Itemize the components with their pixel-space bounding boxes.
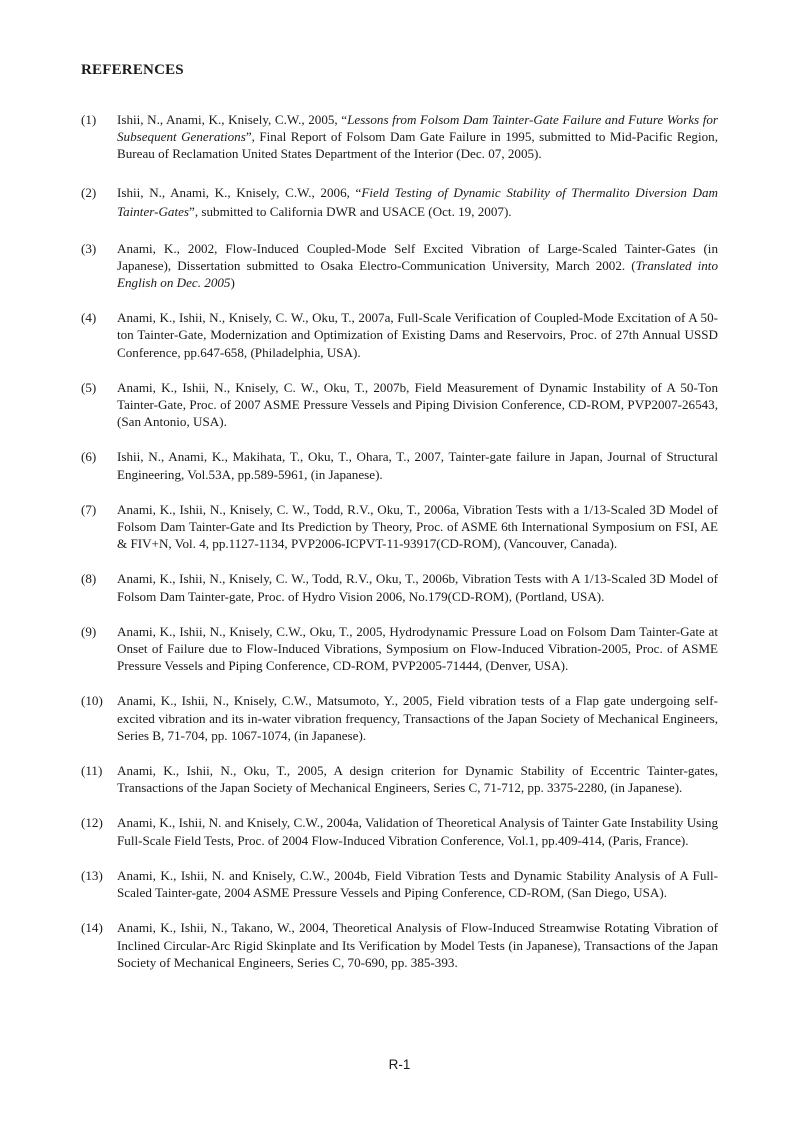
reference-text-part: Anami, K., Ishii, N. and Knisely, C.W., 2004a, Validation of Theoretical Analysis of Tainter Gate Instability Using Full-Scale Field Tests, Proc. of 2004 Flow-Induced Vibration Conference, Vol.1, pp.409-414, (Paris, France). (117, 815, 718, 848)
reference-number: (3) (81, 240, 97, 256)
reference-text (117, 380, 718, 429)
reference-item (81, 448, 718, 482)
reference-text (117, 920, 718, 969)
reference-number: (4) (81, 310, 97, 326)
reference-number: (7) (81, 501, 97, 517)
reference-number: (1) (81, 112, 97, 127)
reference-text-part: Anami, K., Ishii, N., Knisely, C. W., Todd, R.V., Oku, T., 2006b, Vibration Tests with A 1/13-Scaled 3D Model of Folsom Dam Tainter-gate, Proc. of Hydro Vision 2006, No.179(CD-ROM), (Portland, USA). (117, 571, 718, 604)
reference-number: (10) (81, 693, 103, 709)
reference-text (117, 449, 718, 481)
reference-text (117, 693, 718, 742)
page-number: R-1 (388, 1057, 411, 1072)
reference-text-part: Anami, K., Ishii, N., Knisely, C.W., Matsumoto, Y., 2005, Field vibration tests of a Flap gate undergoing self-excited vibration and its in-water vibration frequency, Transactions of the Japan Society of Mechanical Engineers, Series B, 71-704, pp. 1067-1074, (in Japanese). (117, 693, 718, 743)
reference-text (117, 571, 718, 603)
reference-text (117, 815, 718, 847)
reference-number: (12) (81, 815, 103, 831)
reference-number: (6) (81, 449, 97, 465)
reference-item (81, 240, 718, 292)
reference-item (81, 570, 718, 604)
reference-item (81, 814, 718, 848)
reference-item (81, 762, 718, 796)
reference-text-part: Anami, K., Ishii, N., Knisely, C. W., Oku, T., 2007a, Full-Scale Verification of Coupled-Mode Excitation of A 50-ton Tainter-Gate, Modernization and Optimization of Existing Dams and Reservoirs, Proc. of 27th Annual USSD Conference, pp.647-658, (Philadelphia, USA). (117, 310, 718, 360)
reference-text-part: ) (230, 275, 235, 291)
reference-number: (14) (81, 920, 103, 936)
reference-text-part: Anami, K., Ishii, N., Oku, T., 2005, A design criterion for Dynamic Stability of Eccentric Tainter-gates, Transactions of the Japan Society of Mechanical Engineers, Series C, 71-712, pp. 3375-2280, (in Japanese). (117, 763, 718, 796)
reference-text-part: Anami, K., Ishii, N., Knisely, C.W., Oku, T., 2005, Hydrodynamic Pressure Load on Folsom Dam Tainter-Gate at Onset of Failure due to Flow-Induced Vibrations, Symposium on Flow-Induced Vibration-2005, Proc. of ASME Pressure Vessels and Piping Conference, CD-ROM, PVP2005-71444, (Denver, USA). (117, 623, 718, 674)
reference-number: (5) (81, 379, 97, 395)
reference-text-part: Ishii, N., Anami, K., Makihata, T., Oku, T., Ohara, T., 2007, Tainter-gate failure in Japan, Journal of Structural Engineering, Vol.53A, pp.589-5961, (in Japanese). (117, 449, 718, 482)
reference-item (81, 919, 718, 971)
reference-item (81, 692, 718, 744)
reference-item (81, 501, 718, 553)
reference-text-part: Anami, K., Ishii, N., Knisely, C. W., Oku, T., 2007b, Field Measurement of Dynamic Instability of A 50-Ton Tainter-Gate, Proc. of 2007 ASME Pressure Vessels and Piping Division Conference, CD-ROM, PVP2007-26543, (San Antonio, USA). (117, 379, 718, 430)
reference-text (117, 185, 718, 219)
reference-number: (9) (81, 623, 97, 639)
reference-text (117, 502, 718, 551)
reference-text-part: Anami, K., Ishii, N. and Knisely, C.W., 2004b, Field Vibration Tests and Dynamic Stability Analysis of A Full-Scaled Tainter-gate, 2004 ASME Pressure Vessels and Piping Conference, CD-ROM, (San Diego, USA). (117, 867, 718, 901)
reference-number: (8) (81, 571, 97, 587)
reference-text (117, 112, 718, 161)
reference-text-part: ”, Final Report of Folsom Dam Gate Failure in 1995, submitted to Mid-Pacific Region, Bureau of Reclamation United States Department of the Interior (Dec. 07, 2005). (117, 129, 718, 162)
references-list (81, 111, 718, 971)
reference-number: (11) (81, 763, 103, 779)
references-heading: REFERENCES (81, 62, 184, 78)
reference-text-part: ”, submitted to California DWR and USACE (Oct. 19, 2007). (189, 203, 512, 219)
reference-text (117, 868, 718, 900)
reference-text (117, 241, 718, 290)
reference-item (81, 867, 718, 901)
reference-text-part: Ishii, N., Anami, K., Knisely, C.W., 2005, “ (117, 112, 348, 127)
reference-text (117, 624, 718, 673)
reference-text (117, 310, 718, 359)
reference-text-part: Anami, K., Ishii, N., Knisely, C. W., Todd, R.V., Oku, T., 2006a, Vibration Tests with a 1/13-Scaled 3D Model of Folsom Dam Tainter-Gate and Its Prediction by Theory, Proc. of ASME 6th International Symposium on FSI, AE & FIV+N, Vol. 4, pp.1127-1134, PVP2006-ICPVT-11-93917(CD-ROM), (Vancouver, Canada). (117, 501, 718, 552)
reference-item (81, 379, 718, 431)
reference-number: (13) (81, 867, 103, 883)
reference-text-part: Anami, K., 2002, Flow-Induced Coupled-Mode Self Excited Vibration of Large-Scaled Tainter-Gates (in Japanese), Dissertation submitted to Osaka Electro-Communication University, March 2002. ( (117, 240, 718, 273)
reference-text-part: Anami, K., Ishii, N., Takano, W., 2004, Theoretical Analysis of Flow-Induced Streamwise Rotating Vibration of Inclined Circular-Arc Rigid Skinplate and Its Verification by Model Tests (in Japanese), Transactions of the Japan Society of Mechanical Engineers, Series C, 70-690, pp. 385-393. (117, 920, 718, 970)
reference-number: (2) (81, 184, 97, 200)
reference-item (81, 623, 718, 675)
reference-text-part: Ishii, N., Anami, K., Knisely, C.W., 2006, “ (117, 184, 362, 200)
reference-item (81, 183, 718, 221)
reference-text (117, 763, 718, 795)
reference-title-italic: Field Testing of Dynamic Stability of Thermalito Diversion Dam Tainter-Gates (117, 184, 718, 219)
reference-title-italic: Lessons from Folsom Dam Tainter-Gate Failure and Future Works for Subsequent Generations (117, 112, 718, 145)
reference-item (81, 111, 718, 163)
reference-title-italic: Translated into English on Dec. 2005 (117, 257, 718, 291)
reference-item (81, 309, 718, 361)
